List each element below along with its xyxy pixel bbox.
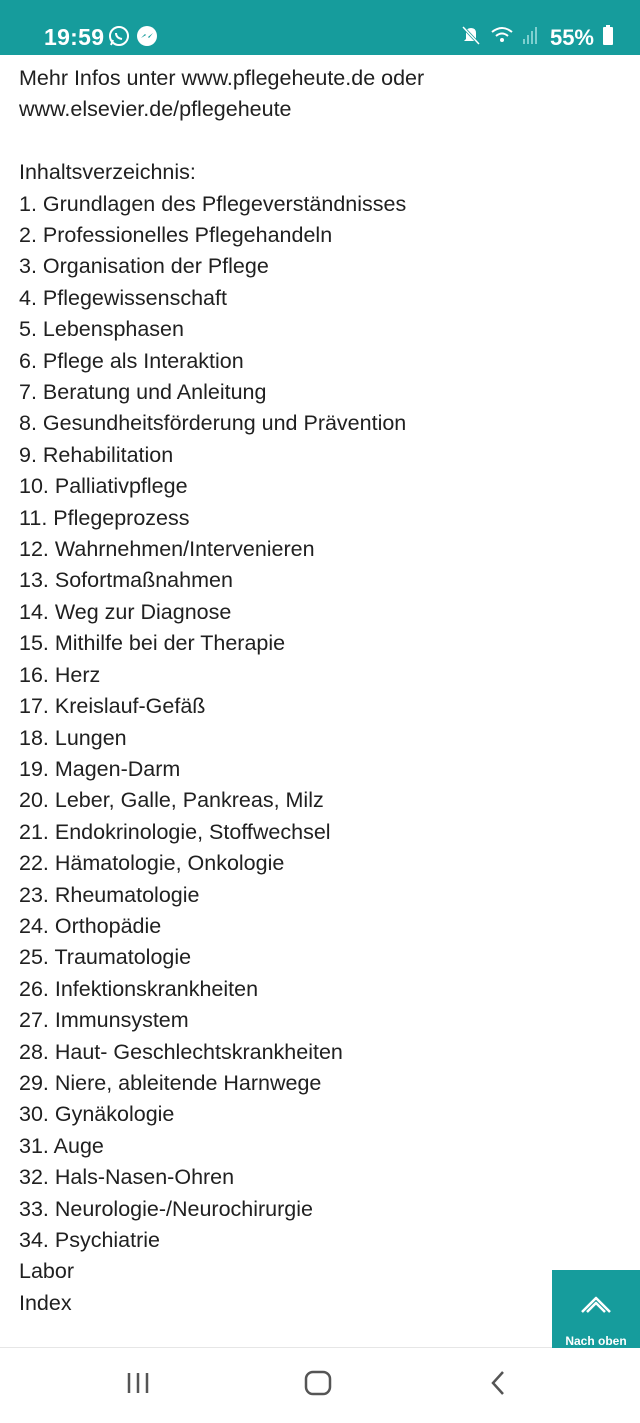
toc-item: 31. Auge	[19, 1133, 104, 1158]
document-text	[19, 63, 619, 1319]
toc-item: 23. Rheumatologie	[19, 882, 200, 907]
battery-icon	[602, 24, 614, 51]
intro-line: Mehr Infos unter www.pflegeheute.de oder	[19, 66, 425, 90]
toc-item: 8. Gesundheitsförderung und Prävention	[19, 411, 407, 436]
toc-item: 5. Lebensphasen	[19, 317, 184, 342]
toc-item: 1. Grundlagen des Pflegeverständnisses	[19, 191, 407, 216]
messenger-icon	[136, 25, 158, 52]
back-icon[interactable]	[484, 1368, 514, 1403]
toc-item: 14. Weg zur Diagnose	[19, 599, 232, 624]
back-to-top-label: Nach oben	[565, 1334, 627, 1348]
toc-item: Index	[19, 1290, 72, 1315]
blank-line	[19, 126, 619, 157]
toc-item: 34. Psychiatrie	[19, 1228, 161, 1253]
navigation-bar	[0, 1347, 640, 1423]
toc-item: 24. Orthopädie	[19, 913, 162, 938]
toc-item: 6. Pflege als Interaktion	[19, 348, 244, 373]
toc-item: 7. Beratung und Anleitung	[19, 380, 267, 405]
toc-item: 2. Professionelles Pflegehandeln	[19, 223, 333, 248]
status-time: 19:59	[44, 24, 105, 50]
battery-percent: 55%	[549, 24, 594, 50]
system-icons	[460, 24, 614, 51]
notification-icons	[108, 25, 158, 52]
wifi-icon	[490, 24, 514, 51]
toc-item: 16. Herz	[19, 662, 101, 687]
toc-item: 18. Lungen	[19, 725, 127, 750]
toc-item: 19. Magen-Darm	[19, 756, 181, 781]
toc-item: 13. Sofortmaßnahmen	[19, 568, 233, 593]
toc-item: 20. Leber, Galle, Pankreas, Milz	[19, 788, 324, 813]
toc-item: 3. Organisation der Pflege	[19, 254, 269, 279]
toc-item: 15. Mithilfe bei der Therapie	[19, 631, 286, 656]
toc-item: 25. Traumatologie	[19, 945, 192, 970]
toc-item: 17. Kreislauf-Gefäß	[19, 694, 206, 719]
toc-item: 22. Hämatologie, Onkologie	[19, 851, 285, 876]
toc-item: 12. Wahrnehmen/Intervenieren	[19, 537, 315, 562]
recent-apps-icon[interactable]	[124, 1368, 154, 1403]
signal-icon	[522, 25, 538, 50]
toc-item: 29. Niere, ableitende Harnwege	[19, 1070, 322, 1095]
intro-line: www.elsevier.de/pflegeheute	[19, 97, 292, 122]
toc-list	[19, 189, 619, 1320]
toc-item: 11. Pflegeprozess	[19, 505, 190, 530]
toc-item: 4. Pflegewissenschaft	[19, 285, 227, 310]
status-bar	[0, 0, 640, 55]
toc-item: 21. Endokrinologie, Stoffwechsel	[19, 819, 331, 844]
toc-item: 28. Haut- Geschlechtskrankheiten	[19, 1039, 343, 1064]
toc-heading: Inhaltsverzeichnis:	[19, 160, 196, 185]
whatsapp-icon	[108, 25, 130, 52]
toc-item: 33. Neurologie-/Neurochirurgie	[19, 1196, 313, 1221]
toc-item: Labor	[19, 1259, 74, 1284]
toc-item: 30. Gynäkologie	[19, 1102, 175, 1127]
toc-item: 32. Hals-Nasen-Ohren	[19, 1165, 235, 1190]
toc-item: 26. Infektionskrankheiten	[19, 976, 259, 1001]
home-icon[interactable]	[302, 1368, 334, 1403]
back-to-top-button[interactable]	[552, 1270, 640, 1348]
chevron-up-icon	[579, 1292, 613, 1321]
toc-item: 27. Immunsystem	[19, 1008, 189, 1033]
mute-icon	[460, 24, 482, 51]
toc-item: 9. Rehabilitation	[19, 442, 174, 467]
toc-item: 10. Palliativpflege	[19, 474, 188, 499]
